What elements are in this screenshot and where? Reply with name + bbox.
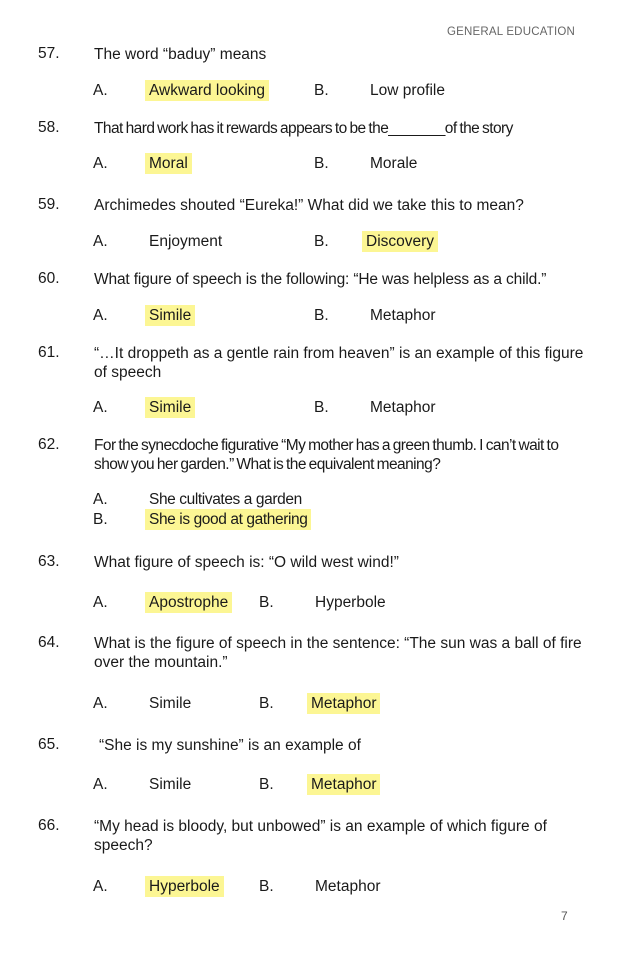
- option-letter: B.: [314, 233, 329, 250]
- question-text: “…It droppeth as a gentle rain from heaven” is an example of this figure of speech: [94, 345, 584, 381]
- answer-option-text: Awkward looking: [145, 80, 269, 101]
- question-number: 66.: [38, 817, 60, 834]
- option-letter: A.: [93, 307, 108, 324]
- question-number: 60.: [38, 270, 60, 287]
- option-letter: A.: [93, 155, 108, 172]
- answer-option-text: Discovery: [362, 231, 438, 252]
- question-number: 61.: [38, 344, 60, 361]
- option-letter: B.: [314, 155, 329, 172]
- question-text: Archimedes shouted “Eureka!” What did we take this to mean?: [94, 197, 524, 214]
- option-letter: B.: [259, 776, 274, 793]
- answer-option-text: Hyperbole: [145, 876, 224, 897]
- option-text: Simile: [149, 776, 192, 793]
- question-number: 59.: [38, 196, 60, 213]
- question-number: 63.: [38, 553, 60, 570]
- option-letter: B.: [314, 307, 329, 324]
- option-letter: A.: [93, 491, 108, 508]
- option-letter: A.: [93, 82, 108, 99]
- option-letter: A.: [93, 594, 108, 611]
- option-letter: B.: [93, 511, 108, 528]
- option-letter: A.: [93, 399, 108, 416]
- option-letter: B.: [259, 878, 274, 895]
- answer-option-text: Metaphor: [307, 693, 380, 714]
- question-text: What figure of speech is: “O wild west wind!”: [94, 554, 399, 571]
- question-number: 58.: [38, 119, 60, 136]
- question-text: “My head is bloody, but unbowed” is an example of which figure of speech?: [94, 818, 547, 854]
- option-letter: A.: [93, 233, 108, 250]
- question-text: What is the figure of speech in the sentence: “The sun was a ball of fire over the mountain.”: [94, 635, 582, 671]
- question-number: 57.: [38, 45, 60, 62]
- option-text: Metaphor: [370, 399, 436, 416]
- answer-option-text: Moral: [145, 153, 192, 174]
- option-text: Low profile: [370, 82, 445, 99]
- question-text: That hard work has it rewards appears to be the_______of the story: [94, 120, 513, 137]
- option-letter: A.: [93, 878, 108, 895]
- option-letter: B.: [314, 82, 329, 99]
- page-number: 7: [561, 909, 568, 923]
- question-text: “She is my sunshine” is an example of: [99, 737, 361, 754]
- question-number: 64.: [38, 634, 60, 651]
- question-text: What figure of speech is the following: “He was helpless as a child.”: [94, 271, 547, 288]
- option-letter: B.: [259, 594, 274, 611]
- option-text: She cultivates a garden: [149, 491, 302, 508]
- option-text: Morale: [370, 155, 418, 172]
- answer-option-text: Simile: [145, 397, 195, 418]
- question-number: 65.: [38, 736, 60, 753]
- option-letter: B.: [259, 695, 274, 712]
- page-header: GENERAL EDUCATION: [446, 26, 575, 38]
- option-text: Metaphor: [370, 307, 436, 324]
- question-number: 62.: [38, 436, 60, 453]
- option-text: Enjoyment: [149, 233, 223, 250]
- answer-option-text: Metaphor: [307, 774, 380, 795]
- option-text: Metaphor: [315, 878, 381, 895]
- option-letter: B.: [314, 399, 329, 416]
- answer-option-text: Simile: [145, 305, 195, 326]
- option-text: Hyperbole: [315, 594, 386, 611]
- question-text: For the synecdoche figurative “My mother has a green thumb. I can’t wait to show you her garden.” What is the equivalent meaning?: [94, 437, 559, 473]
- answer-option-text: She is good at gathering: [145, 509, 311, 530]
- option-letter: A.: [93, 695, 108, 712]
- question-text: The word “baduy” means: [94, 46, 267, 63]
- option-text: Simile: [149, 695, 192, 712]
- option-letter: A.: [93, 776, 108, 793]
- answer-option-text: Apostrophe: [145, 592, 232, 613]
